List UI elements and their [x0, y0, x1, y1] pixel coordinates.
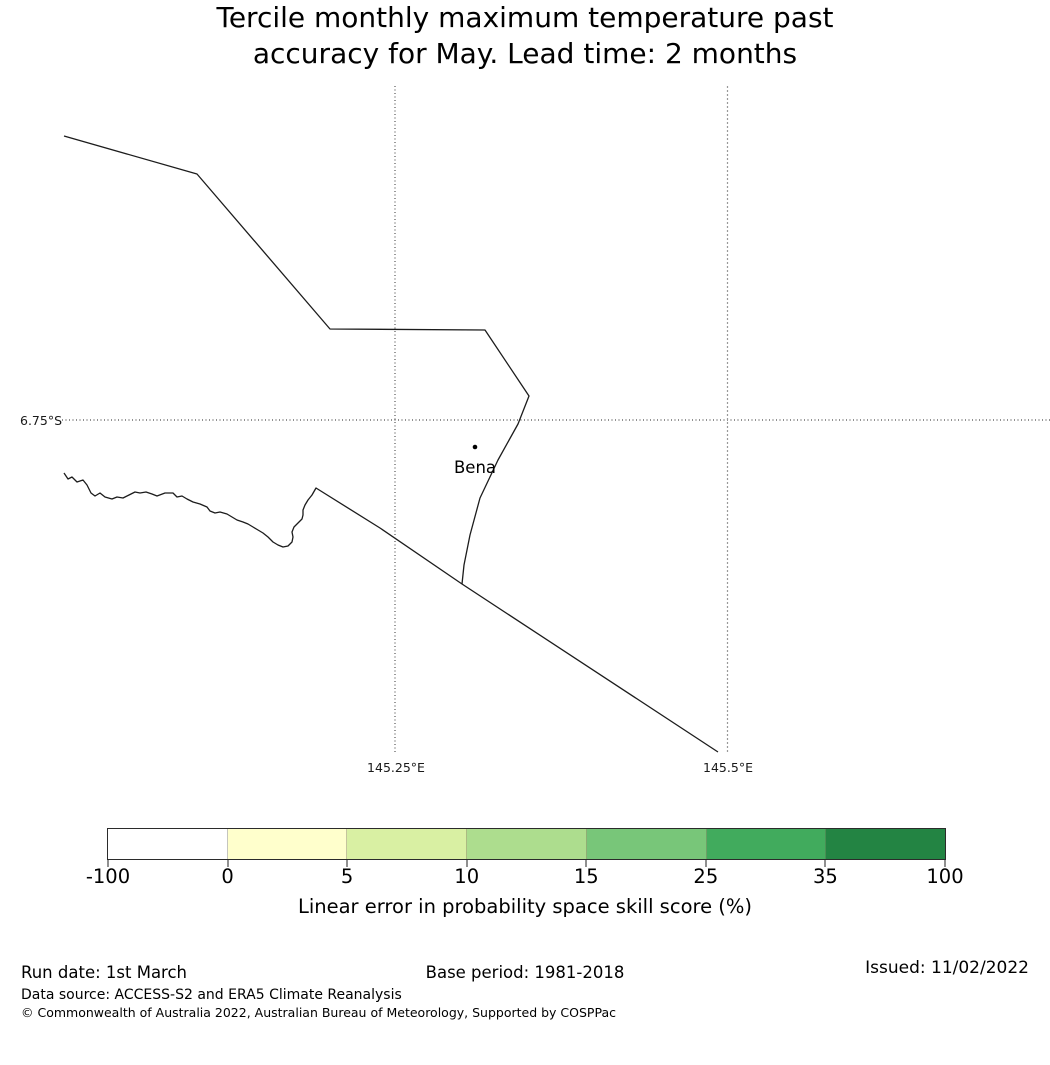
colorbar-segment-0: [108, 829, 228, 859]
colorbar: [85, 828, 964, 888]
base-period-text: Base period: 1981-2018: [425, 963, 625, 982]
colorbar-tick-label-5: 25: [693, 865, 719, 888]
colorbar-tick-label-0: -100: [85, 865, 131, 888]
place-marker-dot: [473, 445, 478, 450]
colorbar-segment-5: [707, 829, 827, 859]
coastline-south: [64, 473, 718, 752]
title-line-2: accuracy for May. Lead time: 2 months: [252, 37, 798, 70]
colorbar-tick-label-7: 100: [926, 865, 964, 888]
latitude-label: 6.75°S: [20, 413, 63, 428]
colorbar-tick-label-6: 35: [813, 865, 838, 888]
run-date-text: Run date: 1st March: [21, 963, 187, 982]
colorbar-title: Linear error in probability space skill score (%): [297, 895, 753, 918]
copyright-text: © Commonwealth of Australia 2022, Australian Bureau of Meteorology, Supported by COSPPac: [21, 1005, 616, 1020]
colorbar-segment-6: [826, 829, 945, 859]
longitude-label-1: 145.25°E: [367, 760, 425, 775]
coastline-north: [64, 136, 529, 584]
data-source-text: Data source: ACCESS-S2 and ERA5 Climate Reanalysis: [21, 987, 402, 1003]
colorbar-tick-label-3: 10: [454, 865, 480, 888]
colorbar-segment-4: [587, 829, 707, 859]
title-line-1: Tercile monthly maximum temperature past: [216, 1, 834, 34]
colorbar-segment-2: [347, 829, 467, 859]
place-label: Bena: [453, 458, 497, 477]
colorbar-segment-1: [228, 829, 348, 859]
colorbar-segments: [108, 829, 945, 859]
colorbar-segment-3: [467, 829, 587, 859]
colorbar-tick-label-1: 0: [221, 865, 234, 888]
colorbar-tick-label-4: 15: [573, 865, 599, 888]
issued-text: Issued: 11/02/2022: [865, 958, 1029, 978]
longitude-label-2: 145.5°E: [703, 760, 753, 775]
colorbar-tick-label-2: 5: [340, 865, 354, 888]
